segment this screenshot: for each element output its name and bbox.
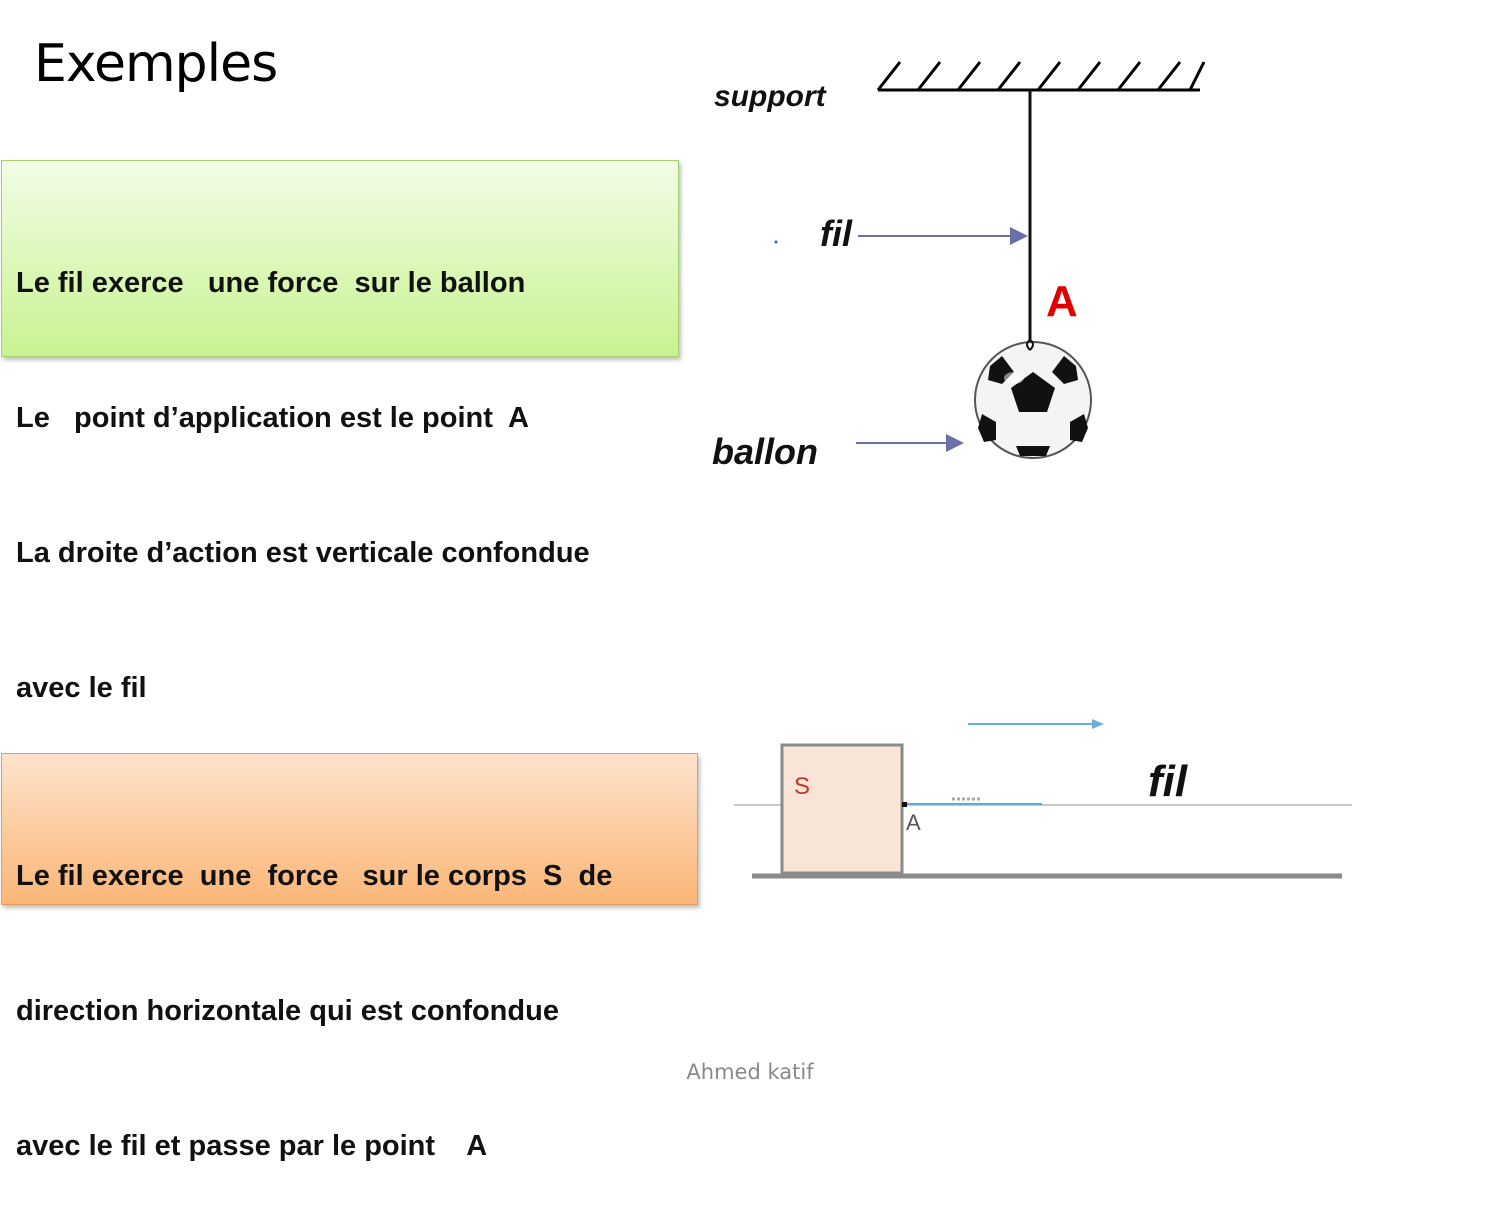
example2-line: direction horizontale qui est confondue bbox=[16, 995, 559, 1027]
point-a-label-2: A bbox=[906, 810, 921, 835]
support-label: support bbox=[714, 80, 826, 113]
ballon-label: ballon bbox=[712, 431, 818, 472]
fil-label-2: fil bbox=[1148, 757, 1188, 806]
ball-icon bbox=[975, 340, 1091, 458]
example1-line: Le point d’application est le point A bbox=[16, 402, 529, 434]
force-arrow bbox=[968, 719, 1104, 729]
example1-line: avec le fil bbox=[16, 672, 147, 704]
block-s-label: S bbox=[794, 773, 811, 800]
footer-author: Ahmed katif bbox=[686, 1060, 814, 1084]
point-a-label: A bbox=[1046, 277, 1078, 326]
example2-text-box bbox=[1, 753, 698, 1162]
dot-mark bbox=[775, 241, 778, 244]
fil-arrow bbox=[858, 227, 1028, 245]
example2-line: Le fil exerce une force sur le corps S de bbox=[16, 860, 613, 892]
block-s bbox=[782, 745, 902, 873]
example2-line: avec le fil et passe par le point A bbox=[16, 1130, 488, 1162]
example1-line: La droite d’action est verticale confondue bbox=[16, 537, 590, 569]
ball-diagram bbox=[700, 50, 1220, 480]
ballon-arrow bbox=[856, 434, 964, 452]
example1-line: Le fil exerce une force sur le ballon bbox=[16, 267, 526, 299]
block-diagram bbox=[730, 710, 1370, 900]
support-hatch bbox=[878, 62, 1204, 90]
point-a-marker bbox=[902, 802, 907, 807]
slide-title: Exemples bbox=[34, 34, 278, 94]
example1-text-box bbox=[1, 160, 679, 704]
fil-label: fil bbox=[820, 213, 852, 254]
